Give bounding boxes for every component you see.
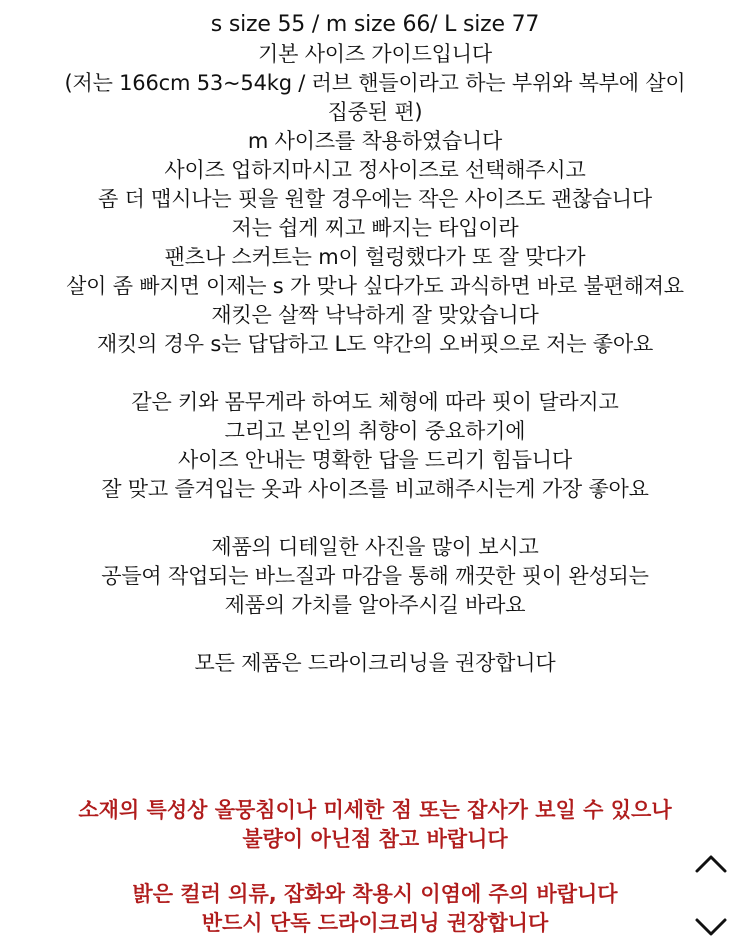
fit-note-line: 같은 키와 몸무게라 하여도 체형에 따라 핏이 달라지고 (131, 390, 619, 414)
worn-size-line: m 사이즈를 착용하였습니다 (247, 129, 503, 153)
fit-note-line: 사이즈 안내는 명확한 답을 드리기 힘듭니다 (178, 448, 572, 472)
scroll-down-button[interactable] (694, 916, 728, 938)
size-list-line: s size 55 / m size 66/ L size 77 (210, 12, 540, 37)
material-notice (0, 796, 750, 854)
fit-note-line: 잘 맞고 즐겨입는 옷과 사이즈를 비교해주시는게 가장 좋아요 (101, 477, 649, 501)
product-detail-line: 공들여 작업되는 바느질과 마감을 통해 깨끗한 핏이 완성되는 (101, 564, 649, 588)
jacket-fit-line: 재킷의 경우 s는 답답하고 L도 약간의 오버핏으로 저는 좋아요 (96, 332, 654, 356)
scroll-up-button[interactable] (694, 852, 728, 874)
size-advice-line: 살이 좀 빠지면 이제는 s 가 맞나 싶다가도 과식하면 바로 불편해져요 (66, 274, 684, 298)
paragraph-spacer (0, 504, 750, 533)
product-detail-line: 제품의 가치를 알아주시길 바라요 (224, 593, 526, 617)
care-instruction-line: 모든 제품은 드라이크리닝을 권장합니다 (194, 651, 556, 675)
paragraph-spacer (0, 620, 750, 649)
material-notice-line: 소재의 특성상 올뭉침이나 미세한 점 또는 잡사가 보일 수 있으나 (78, 798, 672, 822)
material-notice-line: 불량이 아닌점 참고 바랍니다 (242, 827, 508, 851)
fit-note-line: 그리고 본인의 취향이 중요하기에 (224, 419, 526, 443)
size-advice-line: 저는 쉽게 찌고 빠지는 타입이라 (231, 216, 519, 240)
model-info-line-cont: 집중된 편) (327, 100, 423, 124)
size-advice-line: 좀 더 맵시나는 핏을 원할 경우에는 작은 사이즈도 괜찮습니다 (98, 187, 652, 211)
size-advice-line: 팬츠나 스커트는 m이 헐렁했다가 또 잘 맞다가 (164, 245, 586, 269)
color-transfer-notice-line: 밝은 컬러 의류, 잡화와 착용시 이염에 주의 바랍니다 (132, 882, 618, 906)
size-guide-description (0, 10, 750, 678)
chevron-up-icon (694, 852, 728, 874)
color-transfer-notice-line: 반드시 단독 드라이크리닝 권장합니다 (201, 911, 549, 935)
product-detail-line: 제품의 디테일한 사진을 많이 보시고 (211, 535, 539, 559)
paragraph-spacer (0, 359, 750, 388)
size-guide-heading: 기본 사이즈 가이드입니다 (258, 42, 492, 66)
model-info-line: (저는 166cm 53~54kg / 러브 핸들이라고 하는 부위와 복부에 살이 (64, 71, 686, 95)
jacket-fit-line: 재킷은 살짝 낙낙하게 잘 맞았습니다 (211, 303, 539, 327)
size-advice-line: 사이즈 업하지마시고 정사이즈로 선택해주시고 (164, 158, 586, 182)
color-transfer-notice (0, 880, 750, 938)
chevron-down-icon (694, 916, 728, 938)
